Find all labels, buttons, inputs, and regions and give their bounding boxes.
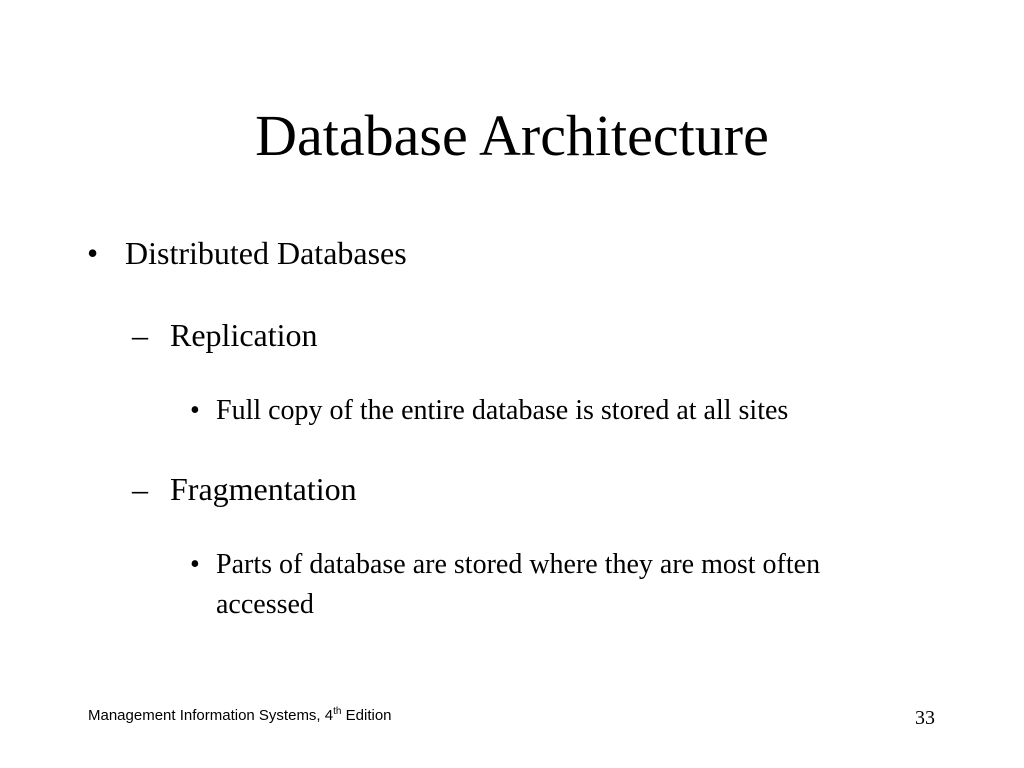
bullet-text: Full copy of the entire database is stored at all sites xyxy=(216,395,789,426)
dash-marker: – xyxy=(132,317,148,353)
bullet-marker: • xyxy=(190,549,200,580)
bullet-text: Distributed Databases xyxy=(125,235,407,271)
bullet-marker: • xyxy=(87,235,99,271)
footer-course-superscript: th xyxy=(333,706,342,717)
slide-title: Database Architecture xyxy=(255,103,769,168)
page-number: 33 xyxy=(915,707,935,729)
bullet-text: Replication xyxy=(170,317,318,353)
bullet-text: Parts of database are stored where they are most often accessed xyxy=(216,549,821,620)
dash-marker: – xyxy=(132,471,148,507)
footer-course-title xyxy=(88,705,392,727)
bullet-text: Fragmentation xyxy=(170,471,357,507)
bullet-marker: • xyxy=(190,395,200,426)
footer-course-prefix: Management Information Systems, 4 xyxy=(88,707,334,724)
footer-course-suffix: Edition xyxy=(341,707,392,724)
